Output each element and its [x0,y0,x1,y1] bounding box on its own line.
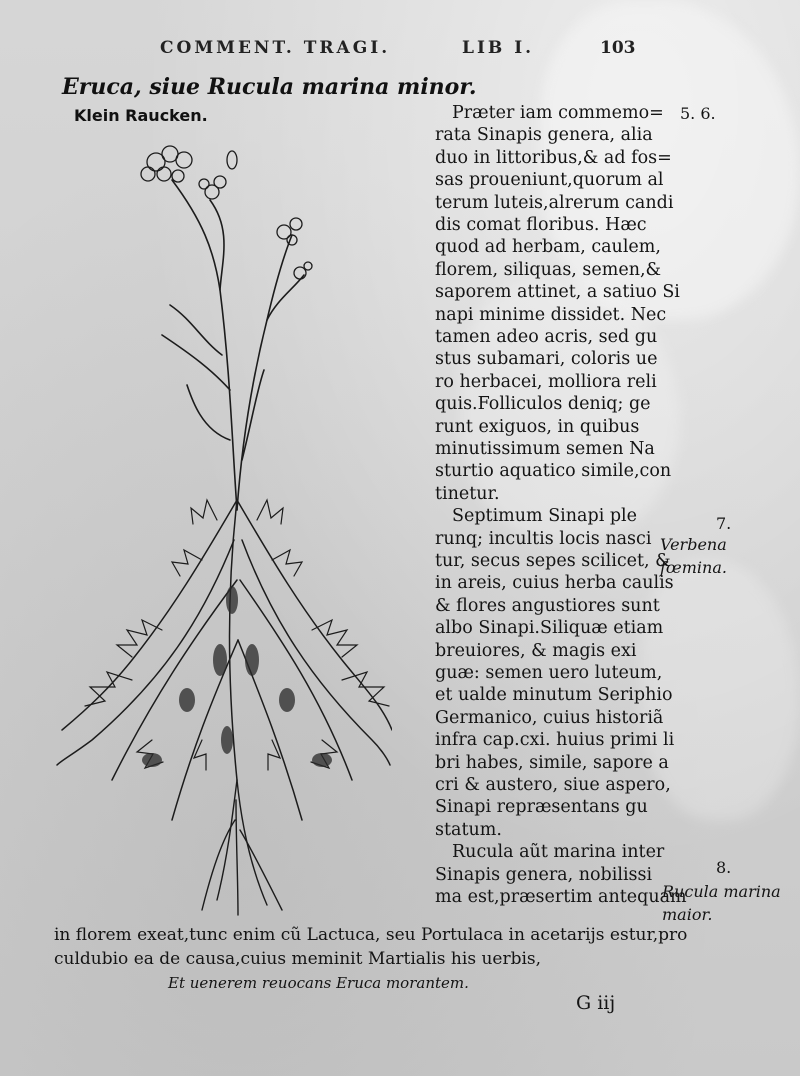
text-line: & flores angustiores sunt [435,595,660,616]
running-head-book: LIB I. [462,38,535,58]
text-line: in areis, cuius herba caulis [435,573,674,594]
chapter-title: Eruca, siue Rucula marina minor. [62,74,477,100]
margin-note-foemina: fœmina. [660,558,727,577]
full-width-line-1: in florem exeat,tunc enim cũ Lactuca, seu Portulaca in acetarijs estur,pro [54,925,688,945]
full-width-line-2: culdubio ea de causa,cuius meminit Martialis his uerbis, [54,949,542,969]
text-line: quis.Folliculos deniq; ge [435,394,651,415]
rocket-plant-woodcut-illustration [52,140,392,920]
text-line: cri & austero, siue aspero, [435,775,671,795]
text-line: sas proueniunt,quorum al [435,170,664,191]
german-plant-name: Klein Raucken. [74,106,208,125]
text-line: ro herbacei, molliora reli [435,371,657,392]
text-line: statum. [435,819,502,840]
margin-note-number-8: 8. [716,858,732,877]
text-line: guæ: semen uero luteum, [435,663,663,683]
martial-verse: Et uenerem reuocans Eruca morantem. [168,974,469,992]
text-line: et ualde minutum Seriphio [435,685,673,706]
text-line: quod ad herbam, caulem, [435,237,661,258]
text-line: minutissimum semen Na [435,439,655,459]
margin-note-maior: maior. [662,905,713,924]
text-line: breuiores, & magis exi [435,640,637,661]
text-line: rata Sinapis genera, alia [435,125,653,146]
text-line: albo Sinapi.Siliquæ etiam [435,618,664,639]
text-line: duo in littoribus,& ad fos= [435,147,672,168]
text-line: tur, secus sepes scilicet, & [435,551,671,571]
text-line: terum luteis,alrerum candi [435,192,674,213]
text-line: saporem attinet, a satiuo Si [435,282,680,303]
text-line: Sinapis genera, nobilissi [435,864,653,885]
text-line: tamen adeo acris, sed gu [435,327,658,347]
text-line: runq; incultis locis nasci [435,528,652,549]
margin-note-number-7: 7. [716,514,732,533]
text-line: stus subamari, coloris ue [435,349,658,370]
text-line: Præter iam commemo= [452,103,664,123]
text-line: dis comat floribus. Hæc [435,215,647,235]
text-line: Septimum Sinapi ple [452,506,638,527]
text-line: Germanico, cuius historiã [435,707,664,728]
margin-note-rucula-marina: Rucula marina [662,882,781,901]
text-line: napi minime dissidet. Nec [435,304,667,325]
text-line: Rucula aũt marina inter [452,842,665,863]
text-line: Sinapi repræsentans gu [435,797,648,818]
running-head-title: COMMENT. TRAGI. [160,38,391,58]
signature-mark: G iij [576,992,616,1014]
margin-note-verbena: Verbena [660,535,727,554]
text-line: runt exiguos, in quibus [435,416,640,437]
text-line: tinetur. [435,483,500,504]
text-line: florem, siliquas, semen,& [435,259,662,280]
text-line: sturtio aquatico simile,con [435,461,672,482]
margin-note-numbers-5-6: 5. 6. [680,104,716,123]
text-line: bri habes, simile, sapore a [435,752,669,773]
text-line: infra cap.cxi. huius primi li [435,730,675,751]
text-line: ma est,præsertim antequam [435,887,687,907]
page-number: 103 [600,38,636,58]
